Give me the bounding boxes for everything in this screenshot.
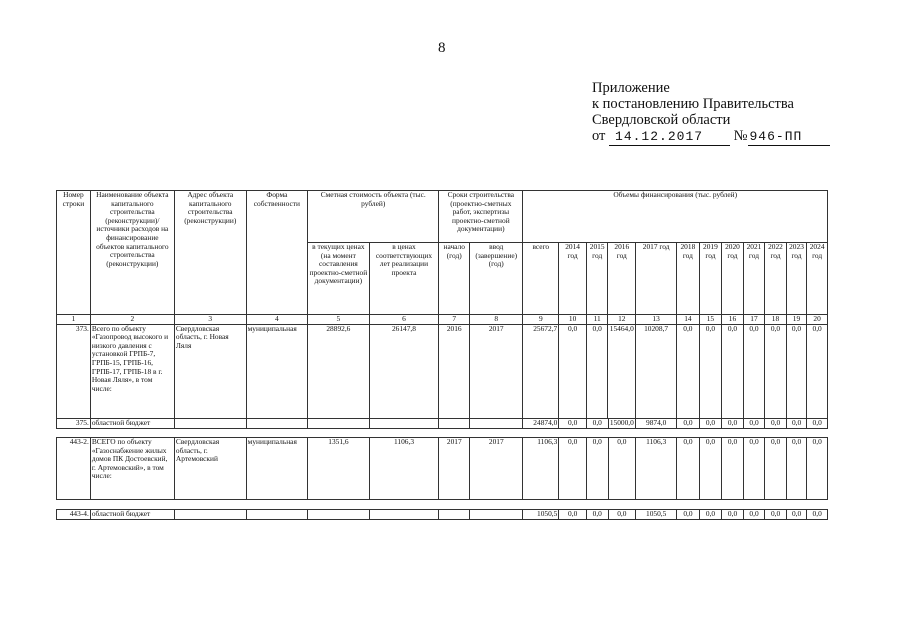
col-number: 8 bbox=[470, 315, 523, 325]
row-value: 0,0 bbox=[699, 324, 722, 418]
row-value: 0,0 bbox=[677, 324, 700, 418]
header-cost-years: в ценах соответствующих лет реализации проекта bbox=[369, 243, 439, 315]
header-year: 2018 год bbox=[677, 243, 700, 315]
row-value: 0,0 bbox=[699, 510, 722, 520]
header-cost: Сметная стоимость объекта (тыс. рублей) bbox=[308, 191, 439, 243]
header-year: 2020 год bbox=[722, 243, 744, 315]
row-ownership bbox=[246, 510, 308, 520]
column-numbers-row bbox=[57, 315, 828, 325]
col-number: 1 bbox=[57, 315, 91, 325]
header-year: 2014 год bbox=[559, 243, 587, 315]
row-start bbox=[439, 419, 470, 429]
row-end: 2017 bbox=[470, 438, 523, 500]
row-value: 0,0 bbox=[559, 438, 587, 500]
decree-number: 946-ПП bbox=[748, 129, 830, 146]
table-row-block bbox=[56, 418, 828, 429]
row-number: 373. bbox=[57, 324, 91, 418]
row-value: 0,0 bbox=[786, 419, 807, 429]
row-value: 0,0 bbox=[743, 438, 765, 500]
col-number: 16 bbox=[722, 315, 744, 325]
row-cost-current: 1351,6 bbox=[308, 438, 370, 500]
row-value: 0,0 bbox=[807, 324, 828, 418]
annex-date-line bbox=[592, 128, 830, 146]
row-value: 0,0 bbox=[559, 419, 587, 429]
row-value: 0,0 bbox=[559, 324, 587, 418]
row-value: 0,0 bbox=[765, 510, 787, 520]
row-value: 0,0 bbox=[743, 510, 765, 520]
header-object-name: Наименование объекта капитального строительства (реконструкции)/ источники расходов на финансирование объектов капитального строительства (реконструкции) bbox=[90, 191, 174, 315]
row-value: 0,0 bbox=[608, 510, 636, 520]
header-year: 2023 год bbox=[786, 243, 807, 315]
row-value: 25672,7 bbox=[523, 324, 559, 418]
header-financing: Объемы финансирования (тыс. рублей) bbox=[523, 191, 828, 243]
row-value: 0,0 bbox=[587, 510, 609, 520]
row-value: 15000,0 bbox=[609, 418, 634, 427]
row-object-name: областной бюджет bbox=[90, 510, 174, 520]
row-value: 0,0 bbox=[765, 324, 787, 418]
row-ownership: муниципальная bbox=[246, 324, 308, 418]
row-end bbox=[470, 419, 523, 429]
header-year: 2021 год bbox=[743, 243, 765, 315]
row-value: 1050,5 bbox=[636, 510, 677, 520]
header-terms: Сроки строительства (проектно-сметных работ, экспертизы проектно-сметной документации) bbox=[439, 191, 523, 243]
row-object-name: ВСЕГО по объекту «Газоснабжение жилых домов ПК Достоевский, г. Артемовский», в том числе: bbox=[90, 438, 174, 500]
header-year: 2015 год bbox=[586, 243, 608, 315]
row-value: 0,0 bbox=[807, 438, 828, 500]
table-row bbox=[57, 510, 828, 520]
row-value: 9874,0 bbox=[636, 419, 677, 429]
header-start: начало (год) bbox=[439, 243, 470, 315]
annex-decree: к постановлению Правительства bbox=[592, 96, 794, 112]
row-number: 375. bbox=[57, 419, 91, 429]
row-cost-current bbox=[308, 419, 370, 429]
row-value: 0,0 bbox=[786, 438, 807, 500]
row-value: 0,0 bbox=[807, 510, 828, 520]
row-value: 10208,7 bbox=[636, 324, 677, 418]
row-value: 0,0 bbox=[722, 419, 744, 429]
table-row-block bbox=[56, 437, 828, 500]
row-value: 0,0 bbox=[699, 438, 722, 500]
header-row-num: Номер строки bbox=[57, 191, 91, 315]
row-ownership bbox=[246, 419, 308, 429]
row-value: 0,0 bbox=[765, 438, 787, 500]
table-row bbox=[57, 438, 828, 500]
col-number: 2 bbox=[90, 315, 174, 325]
table-header bbox=[56, 190, 828, 419]
row-cost-current: 28892,6 bbox=[308, 324, 370, 418]
row-value: 0,0 bbox=[722, 438, 744, 500]
row-start: 2017 bbox=[439, 438, 470, 500]
row-value: 15464,0 bbox=[608, 324, 636, 418]
row-value: 0,0 bbox=[765, 419, 787, 429]
row-value: 0,0 bbox=[587, 419, 609, 429]
col-number: 5 bbox=[308, 315, 370, 325]
row-cost-current bbox=[308, 510, 370, 520]
row-cost-years bbox=[369, 419, 439, 429]
annex-region: Свердловской области bbox=[592, 112, 731, 128]
col-number: 15 bbox=[699, 315, 722, 325]
row-value: 0,0 bbox=[699, 419, 722, 429]
row-start bbox=[439, 510, 470, 520]
header-year: 2022 год bbox=[765, 243, 787, 315]
col-number: 17 bbox=[743, 315, 765, 325]
col-number: 13 bbox=[636, 315, 677, 325]
col-number: 10 bbox=[559, 315, 587, 325]
row-cost-years: 26147,8 bbox=[369, 324, 439, 418]
row-value: 0,0 bbox=[786, 510, 807, 520]
header-ownership: Форма собственности bbox=[246, 191, 308, 315]
row-value: 0,0 bbox=[677, 438, 700, 500]
row-value: 0,0 bbox=[587, 438, 609, 500]
row-value: 0,0 bbox=[722, 510, 744, 520]
table-row-block bbox=[56, 509, 828, 520]
header-year: 2016 год bbox=[608, 243, 636, 315]
row-object-name: Всего по объекту «Газопровод высокого и низкого давления с установкой ГРПБ-7, ГРПБ-15, ГРПБ-16, ГРПБ-17, ГРПБ-18 в г. Новая Ляля», в том числе: bbox=[90, 324, 174, 418]
row-value: 0,0 bbox=[807, 419, 828, 429]
row-value: 0,0 bbox=[722, 324, 744, 418]
header-cost-current: в текущих ценах (на момент составления проектно-сметной документации) bbox=[308, 243, 370, 315]
header-end: ввод (завершение) (год) bbox=[470, 243, 523, 315]
row-value: 0,0 bbox=[677, 419, 700, 429]
col-number: 20 bbox=[807, 315, 828, 325]
row-cost-years: 1106,3 bbox=[369, 438, 439, 500]
row-value: 1106,3 bbox=[523, 438, 559, 500]
row-cost-years bbox=[369, 510, 439, 520]
annex-block bbox=[592, 80, 830, 146]
header-year: 2024 год bbox=[807, 243, 828, 315]
header-year: 2017 год bbox=[636, 243, 677, 315]
row-number: 443-4. bbox=[57, 510, 91, 520]
row-value: 1106,3 bbox=[636, 438, 677, 500]
col-number: 9 bbox=[523, 315, 559, 325]
date-prefix: от bbox=[592, 128, 606, 144]
row-address: Свердловская область, г. Новая Ляля bbox=[174, 324, 246, 418]
row-end bbox=[470, 510, 523, 520]
col-number: 11 bbox=[586, 315, 608, 325]
decree-date: 14.12.2017 bbox=[609, 129, 730, 146]
row-address: Свердловская область, г. Артемовский bbox=[174, 438, 246, 500]
col-number: 6 bbox=[369, 315, 439, 325]
row-object-name: областной бюджет bbox=[90, 419, 174, 429]
row-value: 0,0 bbox=[786, 324, 807, 418]
row-number: 443-2. bbox=[57, 438, 91, 500]
header-address: Адрес объекта капитального строительства (реконструкции) bbox=[174, 191, 246, 315]
col-number: 12 bbox=[608, 315, 636, 325]
header-total: всего bbox=[523, 243, 559, 315]
row-value: 0,0 bbox=[743, 419, 765, 429]
row-ownership: муниципальная bbox=[246, 438, 308, 500]
col-number: 18 bbox=[765, 315, 787, 325]
col-number: 14 bbox=[677, 315, 700, 325]
row-value: 0,0 bbox=[559, 510, 587, 520]
annex-title: Приложение bbox=[592, 80, 670, 96]
table-row bbox=[57, 419, 828, 429]
col-number: 19 bbox=[786, 315, 807, 325]
col-number: 3 bbox=[174, 315, 246, 325]
row-address bbox=[174, 510, 246, 520]
row-address bbox=[174, 419, 246, 429]
header-year: 2019 год bbox=[699, 243, 722, 315]
row-value: 0,0 bbox=[586, 324, 608, 418]
table-row bbox=[57, 324, 828, 418]
row-value: 24874,0 bbox=[523, 419, 559, 429]
row-value: 0,0 bbox=[677, 510, 700, 520]
number-prefix: № bbox=[733, 128, 748, 144]
row-value: 0,0 bbox=[743, 324, 765, 418]
row-value: 0,0 bbox=[608, 438, 636, 500]
row-start: 2016 bbox=[439, 324, 470, 418]
row-value: 1050,5 bbox=[523, 510, 559, 520]
page-number: 8 bbox=[438, 40, 446, 56]
col-number: 7 bbox=[439, 315, 470, 325]
row-end: 2017 bbox=[470, 324, 523, 418]
col-number: 4 bbox=[246, 315, 308, 325]
